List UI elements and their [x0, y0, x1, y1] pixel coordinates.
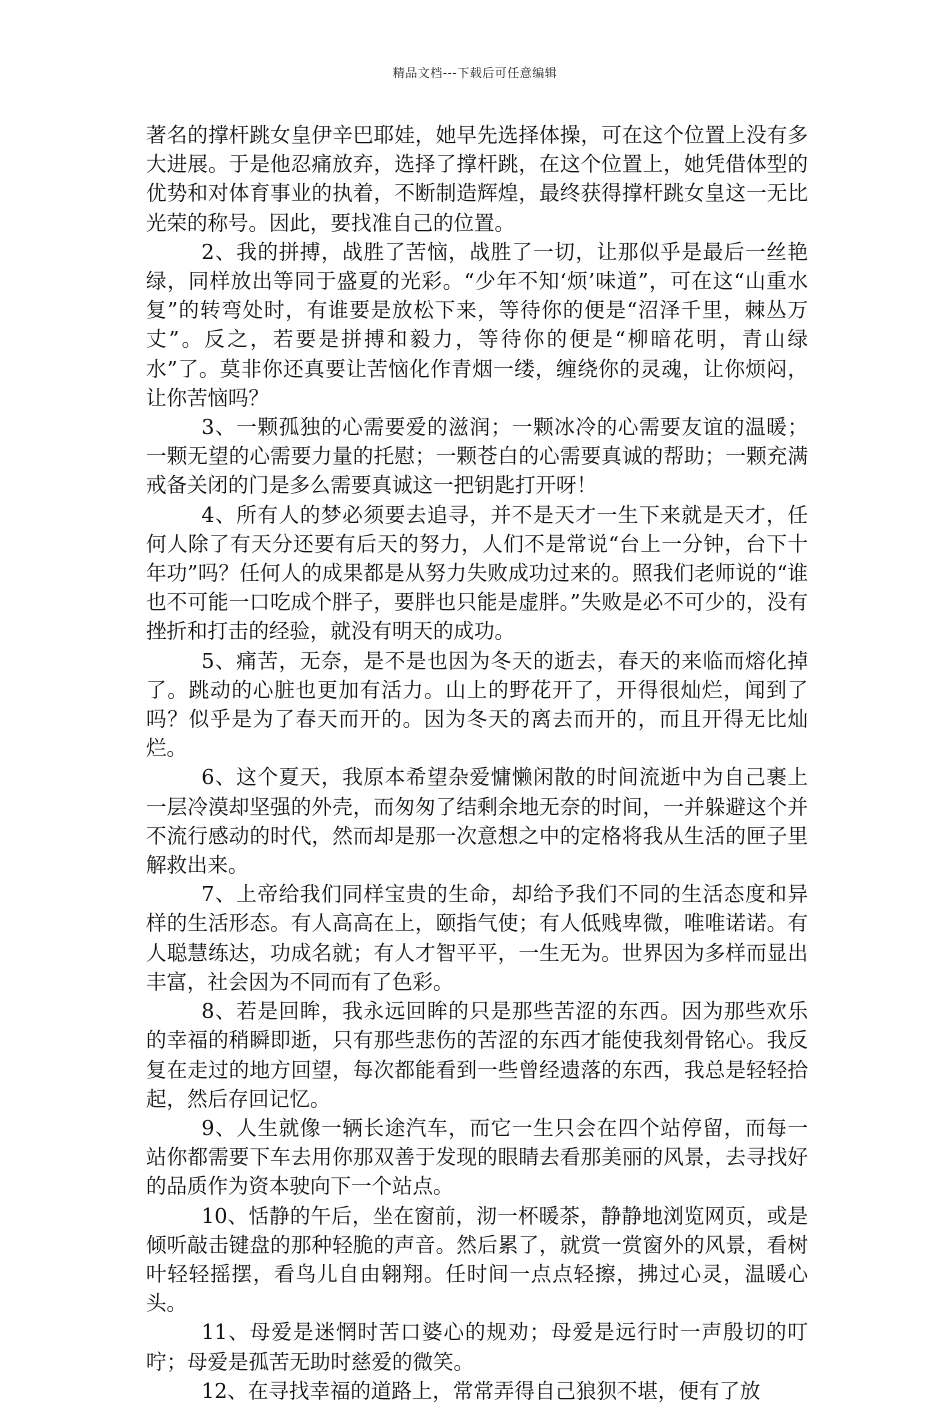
paragraph-10: 10、恬静的午后，坐在窗前，沏一杯暖茶，静静地浏览网页，或是倾听敲击键盘的那种轻脆的声音。然后累了，就赏一赏窗外的风景，看树叶轻轻摇摆，看鸟儿自由翱翔。任时间一点点轻擦，拂过心灵，温暖心头。 [146, 1203, 808, 1316]
paragraph-3: 3、一颗孤独的心需要爱的滋润；一颗冰冷的心需要友谊的温暖；一颗无望的心需要力量的托慰；一颗苍白的心需要真诚的帮助；一颗充满戒备关闭的门是多么需要真诚这一把钥匙打开呀！ [146, 415, 808, 498]
paragraph-5: 5、痛苦，无奈，是不是也因为冬天的逝去，春天的来临而熔化掉了。跳动的心脏也更加有活力。山上的野花开了，开得很灿烂，闻到了吗？似乎是为了春天而开的。因为冬天的离去而开的，而且开得无比灿烂。 [146, 648, 808, 761]
page-header: 精品文档---下载后可任意编辑 [392, 66, 558, 80]
document-body [146, 121, 808, 1406]
paragraph-9: 9、人生就像一辆长途汽车，而它一生只会在四个站停留，而每一站你都需要下车去用你那双善于发现的眼睛去看那美丽的风景，去寻找好的品质作为资本驶向下一个站点。 [146, 1115, 808, 1199]
paragraph-6: 6、这个夏天，我原本希望杂爱慵懒闲散的时间流逝中为自己裹上一层冷漠却坚强的外壳，而匆匆了结剩余地无奈的时间，一并躲避这个并不流行感动的时代，然而却是那一次意想之中的定格将我从生活的匣子里解救出来。 [146, 765, 808, 878]
paragraph-4: 4、所有人的梦必须要去追寻，并不是天才一生下来就是天才，任何人除了有天分还要有后天的努力，人们不是常说“台上一分钟，台下十年功”吗？任何人的成果都是从努力失败成功过来的。照我们老师说的“谁也不可能一口吃成个胖子，要胖也只能是虚胖。”失败是必不可少的，没有挫折和打击的经验，就没有明天的成功。 [146, 502, 808, 644]
paragraph-8: 8、若是回眸，我永远回眸的只是那些苦涩的东西。因为那些欢乐的幸福的稍瞬即逝，只有那些悲伤的苦涩的东西才能使我刻骨铭心。我反复在走过的地方回望，每次都能看到一些曾经遗落的东西，我总是轻轻拾起，然后存回记忆。 [146, 999, 808, 1111]
paragraph-2: 2、我的拼搏，战胜了苦恼，战胜了一切，让那似乎是最后一丝艳绿，同样放出等同于盛夏的光彩。“少年不知‘烦’味道”，可在这“山重水复”的转弯处时，有谁要是放松下来，等待你的便是“沼泽千里，棘丛万丈”。反之，若要是拼搏和毅力，等待你的便是“柳暗花明，青山绿水”了。莫非你还真要让苦恼化作青烟一缕，缠绕你的灵魂，让你烦闷，让你苦恼吗？ [146, 239, 808, 410]
paragraph-11: 11、母爱是迷惘时苦口婆心的规劝；母爱是远行时一声殷切的叮咛；母爱是孤苦无助时慈爱的微笑。 [146, 1320, 808, 1374]
paragraph-intro: 著名的撑杆跳女皇伊辛巴耶娃，她早先选择体操，可在这个位置上没有多大进展。于是他忍痛放弃，选择了撑杆跳，在这个位置上，她凭借体型的优势和对体育事业的执着，不断制造辉煌，最终获得撑杆跳女皇这一无比光荣的称号。因此，要找准自己的位置。 [146, 123, 808, 235]
paragraph-7: 7、上帝给我们同样宝贵的生命，却给予我们不同的生活态度和异样的生活形态。有人高高在上，颐指气使；有人低贱卑微，唯唯诺诺。有人聪慧练达，功成名就；有人才智平平，一生无为。世界因为多样而显出丰富，社会因为不同而有了色彩。 [146, 882, 808, 994]
paragraph-12: 12、在寻找幸福的道路上，常常弄得自己狼狈不堪，便有了放 [201, 1378, 761, 1403]
